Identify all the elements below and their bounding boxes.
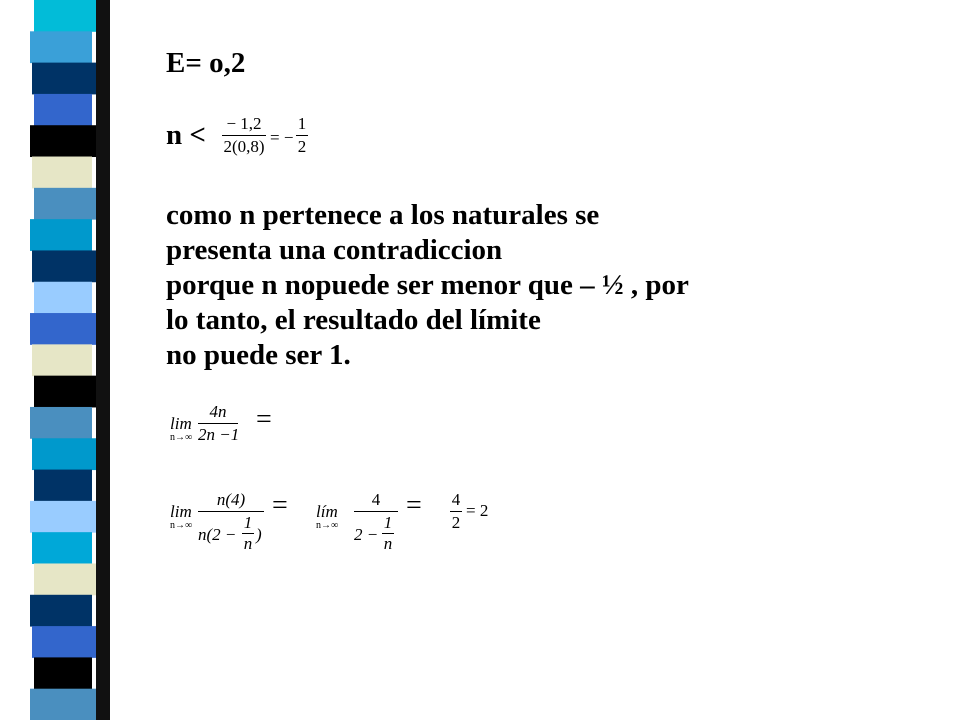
- lim-2-subscript: n→∞: [170, 520, 193, 531]
- paragraph-line: presenta una contradiccion: [166, 234, 503, 266]
- stripe-block: [34, 94, 92, 126]
- lim-3-fraction: [354, 490, 398, 555]
- lim-1-fraction: [198, 402, 238, 445]
- decorative-stripe-bar: [0, 0, 120, 720]
- e-value-line: E= o,2: [166, 47, 246, 79]
- n-less-label: n <: [166, 119, 206, 151]
- lim-3-equals: =: [406, 490, 422, 521]
- paragraph-line: como n pertenece a los naturales se: [166, 199, 600, 231]
- stripe-block: [32, 438, 96, 470]
- stripe-block: [30, 31, 92, 63]
- paragraph-line: porque n nopuede ser menor que – ½ , por: [166, 269, 689, 301]
- lim-2-fraction: [198, 490, 264, 555]
- fraction-2-denominator: 2: [297, 137, 307, 156]
- lim-1-denominator: 2n −1: [198, 425, 240, 444]
- stripe-block: [32, 157, 92, 189]
- paragraph-line: lo tanto, el resultado del límite: [166, 304, 541, 336]
- lim-2-numerator: n(4): [216, 490, 246, 509]
- fraction-1: [222, 114, 266, 157]
- equals-minus: = −: [270, 128, 294, 147]
- stripe-block: [34, 0, 96, 32]
- stripe-block: [34, 563, 96, 595]
- result-equals-two: = 2: [466, 501, 489, 520]
- stripe-block: [34, 282, 92, 314]
- lim-3-label: lím: [316, 502, 338, 521]
- stripe-block: [32, 250, 96, 282]
- lim-3-numerator: 4: [371, 490, 381, 509]
- fraction-1-numerator: − 1,2: [226, 114, 262, 133]
- lim-1-subscript: n→∞: [170, 432, 193, 443]
- fraction-2-numerator: 1: [297, 114, 307, 133]
- stripe-block: [30, 125, 96, 157]
- stripe-block: [30, 219, 92, 251]
- paragraph-line: no puede ser 1.: [166, 339, 351, 371]
- stripe-block: [32, 532, 92, 564]
- lim-1-numerator: 4n: [209, 402, 227, 421]
- lim-3-subscript: n→∞: [316, 520, 339, 531]
- stripe-block: [30, 313, 96, 345]
- lim-1-label: lim: [170, 414, 192, 433]
- lim-2-denominator: n(2 − 1 n ): [198, 513, 262, 553]
- stripe-block: [32, 626, 96, 658]
- result-denominator: 2: [451, 513, 461, 532]
- fraction-2: [296, 114, 308, 157]
- stripe-block: [30, 595, 92, 627]
- fraction-1-denominator: 2(0,8): [223, 137, 265, 156]
- lim-2-equals: =: [272, 490, 288, 521]
- stripe-block: [30, 501, 96, 533]
- stripe-block: [34, 188, 96, 220]
- stripe-block: [32, 63, 96, 95]
- lim-2-label: lim: [170, 502, 192, 521]
- lim-1-equals: =: [256, 404, 272, 435]
- stripe-bar-shadow: [96, 0, 110, 720]
- result-numerator: 4: [451, 490, 461, 509]
- stripe-block: [32, 344, 92, 376]
- stripe-block: [30, 689, 96, 720]
- result-fraction: [450, 490, 462, 533]
- stripe-block: [34, 657, 92, 689]
- lim-3-denominator: 2 − 1 n: [354, 513, 393, 553]
- stripe-block: [30, 407, 92, 439]
- stripe-block: [34, 470, 92, 502]
- stripe-block: [34, 376, 96, 408]
